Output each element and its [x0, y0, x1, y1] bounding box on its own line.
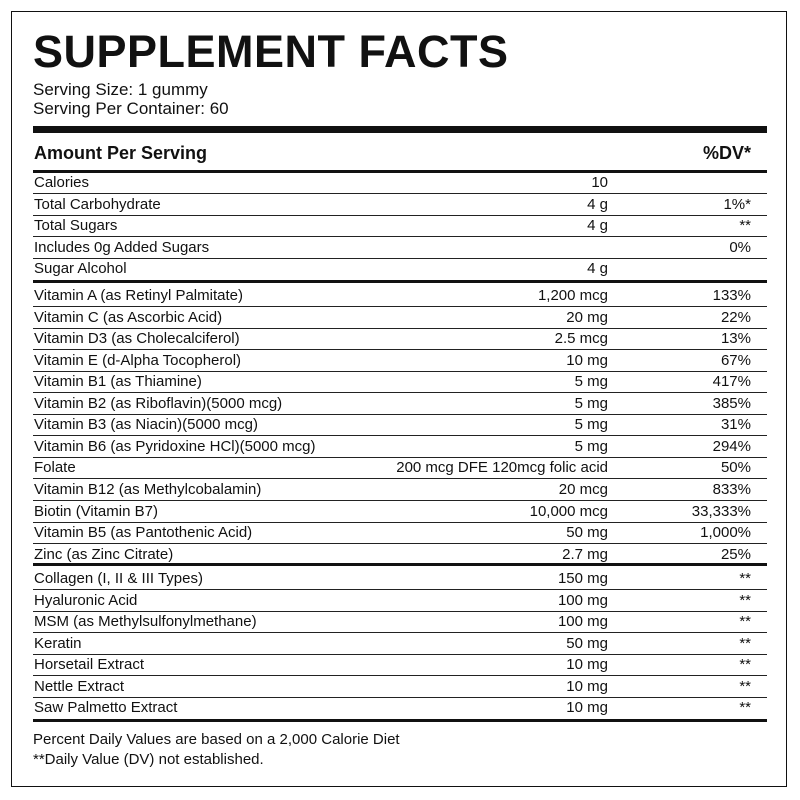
nutrient-amount: 20 mg: [566, 308, 608, 326]
nutrient-row: [33, 568, 767, 590]
nutrient-name: Hyaluronic Acid: [34, 591, 138, 609]
nutrient-daily-value: 385%: [712, 394, 751, 412]
nutrient-amount: 1,200 mcg: [537, 287, 608, 304]
nutrient-name: Total Sugars: [34, 217, 118, 235]
nutrient-row: [33, 436, 767, 458]
nutrient-amount: 150 mg: [557, 570, 608, 587]
nutrient-name: Vitamin C (as Ascorbic Acid): [34, 308, 223, 326]
nutrient-daily-value: 1%*: [723, 195, 751, 213]
nutrient-amount: 50 mg: [566, 524, 608, 541]
nutrient-daily-value: **: [739, 217, 751, 235]
nutrient-row: [33, 328, 767, 350]
nutrient-amount: 10 mg: [566, 351, 608, 369]
nutrient-row: [33, 479, 767, 501]
nutrient-daily-value: 22%: [720, 308, 751, 326]
thick-divider: [33, 126, 767, 133]
nutrient-name: Vitamin B6 (as Pyridoxine HCl)(5000 mcg): [34, 437, 316, 455]
nutrient-name: Vitamin D3 (as Cholecalciferol): [34, 330, 240, 348]
nutrient-daily-value: **: [739, 699, 751, 717]
nutrient-amount: 5 mg: [574, 373, 608, 391]
nutrient-row: [33, 544, 767, 565]
nutrient-row: [33, 697, 767, 718]
nutrient-daily-value: **: [739, 591, 751, 609]
servings-per-container: Serving Per Container: 60: [33, 99, 229, 118]
footnote-dv-not-established: **Daily Value (DV) not established.: [33, 751, 264, 768]
footnote-daily-values: Percent Daily Values are based on a 2,000 Calorie Diet: [33, 731, 400, 748]
nutrient-row: [33, 611, 767, 633]
nutrient-amount: 4 g: [587, 217, 608, 235]
nutrient-name: Total Carbohydrate: [34, 195, 161, 213]
nutrient-name: Saw Palmetto Extract: [34, 699, 178, 717]
nutrient-name: Vitamin B12 (as Methylcobalamin): [34, 481, 262, 498]
nutrient-amount: 100 mg: [557, 591, 608, 609]
nutrient-row: [33, 307, 767, 329]
nutrient-name: Vitamin B2 (as Riboflavin)(5000 mcg): [34, 394, 283, 412]
nutrient-daily-value: **: [739, 570, 751, 587]
nutrient-name: Biotin (Vitamin B7): [34, 502, 158, 520]
nutrient-name: Vitamin B5 (as Pantothenic Acid): [34, 524, 253, 541]
nutrient-daily-value: 13%: [720, 330, 751, 348]
nutrient-daily-value: 31%: [720, 416, 751, 434]
nutrient-name: Vitamin B1 (as Thiamine): [34, 373, 202, 391]
nutrient-row: [33, 215, 767, 237]
nutrient-daily-value: **: [739, 677, 751, 695]
nutrient-row: [33, 172, 767, 194]
nutrient-amount: 10 mg: [566, 699, 608, 717]
nutrient-row: [33, 285, 767, 307]
nutrient-daily-value: 833%: [712, 481, 751, 498]
nutrient-row: [33, 371, 767, 393]
nutrient-daily-value: 294%: [712, 437, 751, 455]
nutrient-row: [33, 457, 767, 479]
column-header: [33, 143, 767, 167]
nutrient-daily-value: 133%: [712, 287, 751, 304]
nutrient-amount: 10: [591, 174, 608, 191]
nutrient-name: Calories: [34, 174, 90, 191]
nutrient-amount: 200 mcg DFE 120mcg folic acid: [396, 459, 608, 477]
nutrient-name: Vitamin A (as Retinyl Palmitate): [34, 287, 243, 304]
section-divider: [33, 719, 767, 722]
nutrient-row: [33, 237, 767, 259]
nutrient-amount: 4 g: [587, 260, 608, 278]
nutrient-name: Folate: [34, 459, 76, 477]
daily-value-header: %DV*: [702, 143, 751, 163]
nutrient-amount: 5 mg: [574, 437, 608, 455]
nutrient-name: Sugar Alcohol: [34, 260, 127, 278]
nutrient-daily-value: 50%: [720, 459, 751, 477]
section-divider: [33, 280, 767, 283]
nutrient-amount: 10 mg: [566, 656, 608, 674]
nutrient-amount: 5 mg: [574, 416, 608, 434]
nutrient-name: Nettle Extract: [34, 677, 125, 695]
panel-title: SUPPLEMENT FACTS: [33, 26, 509, 77]
nutrient-amount: 100 mg: [557, 613, 608, 631]
nutrient-row: [33, 633, 767, 655]
nutrient-name: Vitamin E (d-Alpha Tocopherol): [34, 351, 242, 369]
nutrient-name: Zinc (as Zinc Citrate): [34, 545, 174, 563]
nutrient-amount: 2.7 mg: [562, 545, 608, 563]
nutrient-row: [33, 393, 767, 415]
nutrient-amount: 20 mcg: [558, 481, 608, 498]
nutrient-daily-value: 0%: [729, 238, 751, 256]
serving-size: Serving Size: 1 gummy: [33, 80, 208, 99]
nutrient-name: Keratin: [34, 634, 82, 652]
nutrient-row: [33, 414, 767, 436]
nutrient-daily-value: **: [739, 613, 751, 631]
nutrient-name: Horsetail Extract: [34, 656, 145, 674]
nutrient-name: MSM (as Methylsulfonylmethane): [34, 613, 257, 631]
nutrient-name: Vitamin B3 (as Niacin)(5000 mcg): [34, 416, 258, 434]
nutrient-amount: 10,000 mcg: [529, 502, 608, 520]
nutrient-row: [33, 654, 767, 676]
nutrient-daily-value: **: [739, 634, 751, 652]
nutrient-amount: 2.5 mcg: [554, 330, 608, 348]
amount-per-serving-header: Amount Per Serving: [34, 143, 208, 163]
nutrient-row: [33, 522, 767, 544]
nutrient-name: Includes 0g Added Sugars: [34, 238, 210, 256]
nutrient-row: [33, 590, 767, 612]
nutrient-daily-value: 25%: [720, 545, 751, 563]
nutrient-daily-value: 417%: [712, 373, 751, 391]
nutrient-row: [33, 501, 767, 523]
nutrient-row: [33, 676, 767, 698]
nutrient-amount: 5 mg: [574, 394, 608, 412]
nutrient-name: Collagen (I, II & III Types): [34, 570, 203, 587]
nutrient-amount: 4 g: [587, 195, 608, 213]
nutrient-amount: 10 mg: [566, 677, 608, 695]
nutrient-amount: 50 mg: [566, 634, 608, 652]
nutrient-daily-value: 67%: [720, 351, 751, 369]
nutrient-row: [33, 350, 767, 372]
nutrient-daily-value: 33,333%: [691, 502, 751, 520]
nutrient-daily-value: **: [739, 656, 751, 674]
nutrient-daily-value: 1,000%: [700, 524, 751, 541]
nutrient-row: [33, 194, 767, 216]
nutrient-row: [33, 258, 767, 279]
